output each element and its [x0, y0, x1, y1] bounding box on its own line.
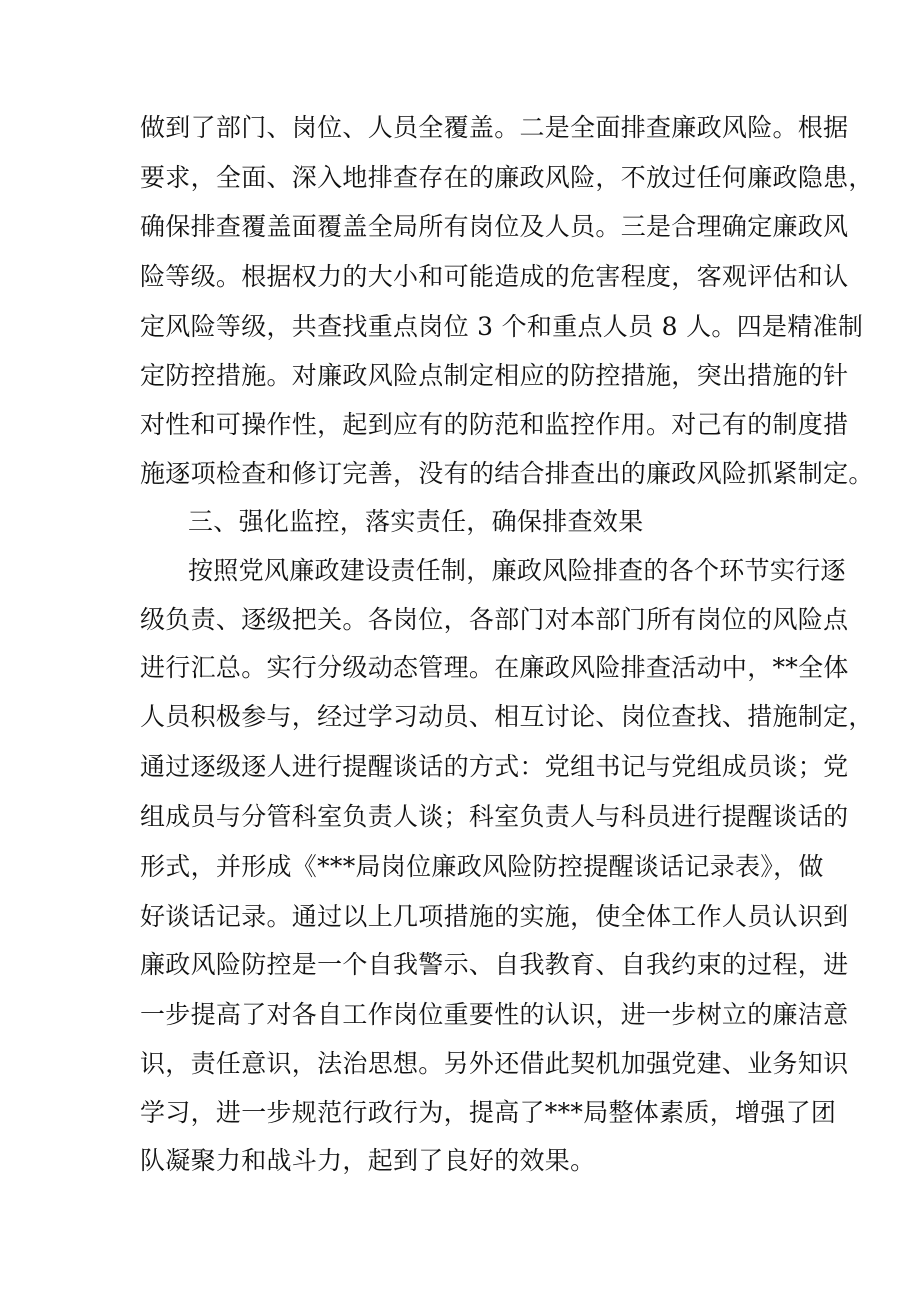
text-line: 组成员与分管科室负责人谈；科室负责人与科员进行提醒谈话的 — [140, 802, 849, 831]
text-line: 险等级。根据权力的大小和可能造成的危害程度，客观评估和认 — [140, 262, 849, 291]
text-line: 对性和可操作性，起到应有的防范和监控作用。对己有的制度措 — [140, 410, 849, 439]
text-line: 确保排查覆盖面覆盖全局所有岗位及人员。三是合理确定廉政风 — [140, 212, 849, 241]
text-line: 进行汇总。实行分级动态管理。在廉政风险排查活动中，**全体 — [140, 653, 849, 682]
text-line: 学习，进一步规范行政行为，提高了***局整体素质，增强了团 — [140, 1098, 837, 1127]
text-line: 队凝聚力和战斗力，起到了良好的效果。 — [140, 1146, 596, 1175]
text-line: 人员积极参与，经过学习动员、相互讨论、岗位查找、措施制定， — [140, 702, 874, 731]
text-line: 级负责、逐级把关。各岗位，各部门对本部门所有岗位的风险点 — [140, 605, 849, 634]
text-line: 识，责任意识，法治思想。另外还借此契机加强党建、业务知识 — [140, 1049, 849, 1078]
paragraph-first-line: 按照党风廉政建设责任制，廉政风险排查的各个环节实行逐 — [188, 556, 846, 585]
text-line: 形式，并形成《***局岗位廉政风险防控提醒谈话记录表》，做 — [140, 852, 824, 881]
text-line: 廉政风险防控是一个自我警示、自我教育、自我约束的过程，进 — [140, 950, 849, 979]
text-line: 好谈话记录。通过以上几项措施的实施，使全体工作人员认识到 — [140, 902, 849, 931]
text-line: 通过逐级逐人进行提醒谈话的方式：党组书记与党组成员谈；党 — [140, 752, 849, 781]
section-heading: 三、强化监控，落实责任，确保排查效果 — [188, 507, 644, 536]
text-line: 一步提高了对各自工作岗位重要性的认识，进一步树立的廉洁意 — [140, 1000, 849, 1029]
text-line: 要求，全面、深入地排查存在的廉政风险，不放过任何廉政隐患， — [140, 163, 874, 192]
text-line: 施逐项检查和修订完善，没有的结合排查出的廉政风险抓紧制定。 — [140, 459, 874, 488]
text-line: 做到了部门、岗位、人员全覆盖。二是全面排查廉政风险。根据 — [140, 113, 849, 142]
text-line: 定防控措施。对廉政风险点制定相应的防控措施，突出措施的针 — [140, 361, 849, 390]
text-line: 定风险等级，共查找重点岗位 3 个和重点人员 8 人。四是精准制 — [140, 312, 864, 341]
